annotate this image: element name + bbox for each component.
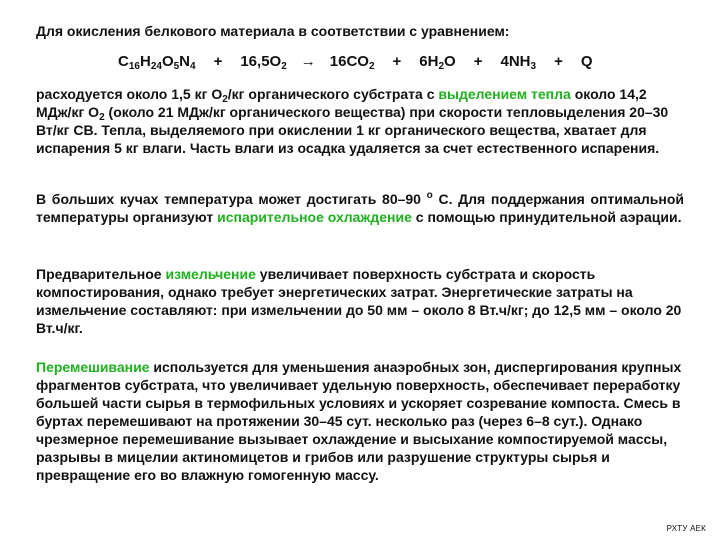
eq-co2-count: 2 [368,61,375,72]
text-run: увеличивает поверхность субстрата и скорость компостирования, однако требует энергетических затрат. Энергетические затраты на измельчение составляют: при измельчении до 50 мм – около 8 Вт.ч/кг; до 12,5 мм – около 20 Вт.ч/кг. [36,266,682,336]
eq-plus: + [213,53,223,70]
eq-water-o: O [444,53,456,70]
text-run: расходуется около 1,5 кг O [36,86,223,102]
subscript: 2 [222,94,228,105]
paragraph-mixing [36,358,684,484]
eq-oxygen-count: 5 [173,61,180,72]
eq-water-h: 6H [419,53,439,70]
highlight-shredding: измельчение [165,266,256,282]
eq-nitrogen-count: 4 [190,61,196,72]
text-run: /кг органического субстрата с [227,86,439,102]
text-run: с помощью принудительной аэрации. [411,209,682,225]
eq-ammonia: 4NH [500,53,531,70]
text-run: используется для уменьшения анаэробных зон, диспергирования крупных фрагментов субстрата, что увеличивает удельную поверхность, обеспечивает переработку большей части сырья в термофильных условиях и ускоряет созревание компоста. Смесь в буртах перемешивают на протяжении 30–45 сут. несколько раз (через 6–8 сут.). Однако чрезмерное перемешивание вызывает охлаждение и высыхание компостируемой массы, разрывы в мицелии актиномицетов и грибов или разрушение структуры сырья и превращение его во влажную гомогенную массу. [36,359,682,483]
eq-heat: Q [580,53,593,70]
text-run: (около 21 МДж/кг органического вещества) при скорости тепловыделения 20–30 Вт/кг СВ. Тепла, выделяемого при окислении 1 кг органического вещества, хватает для испарения 5 кг влаги. Часть влаги из осадка удаляется за счет естественного испарения. [36,104,669,156]
eq-plus: + [473,53,483,70]
reaction-equation [118,52,678,72]
paragraph-temperature [36,190,684,226]
text-run: около 14,2 МДж/кг O [36,86,647,120]
eq-oxygen-reactant-count: 2 [281,61,287,72]
text-run: В больших кучах температура может достигать 80–90 [36,191,427,207]
arrow-right-icon: → [300,53,316,70]
paragraph-heat-release [36,85,684,157]
subscript: 2 [99,112,105,123]
eq-carbon: C [118,53,129,70]
eq-water-count: 2 [438,61,445,72]
intro-text: Для окисления белкового материала в соответствии с уравнением: [36,23,510,39]
highlight-evaporative-cooling: испарительное охлаждение [217,209,412,225]
intro-line [36,22,684,40]
paragraph-shredding [36,265,684,337]
degree-mark: о [426,190,433,201]
eq-oxygen: O [161,53,174,70]
eq-hydrogen: H [139,53,151,70]
highlight-mixing: Перемешивание [36,359,150,375]
eq-plus: + [392,53,402,70]
eq-hydrogen-count: 24 [150,61,162,72]
text-run: С. Для поддержания оптимальной температуры организуют [36,191,684,225]
highlight-heat-release: выделением тепла [438,86,571,102]
eq-co2: 16CO [329,53,369,70]
footer-label: РХТУ АЕК [666,524,706,533]
eq-carbon-count: 16 [128,61,140,72]
eq-oxygen-reactant: 16,5O [240,53,282,70]
eq-ammonia-count: 3 [530,61,537,72]
text-run: Предварительное [36,266,166,282]
eq-plus: + [554,53,563,70]
eq-nitrogen: N [179,53,191,70]
